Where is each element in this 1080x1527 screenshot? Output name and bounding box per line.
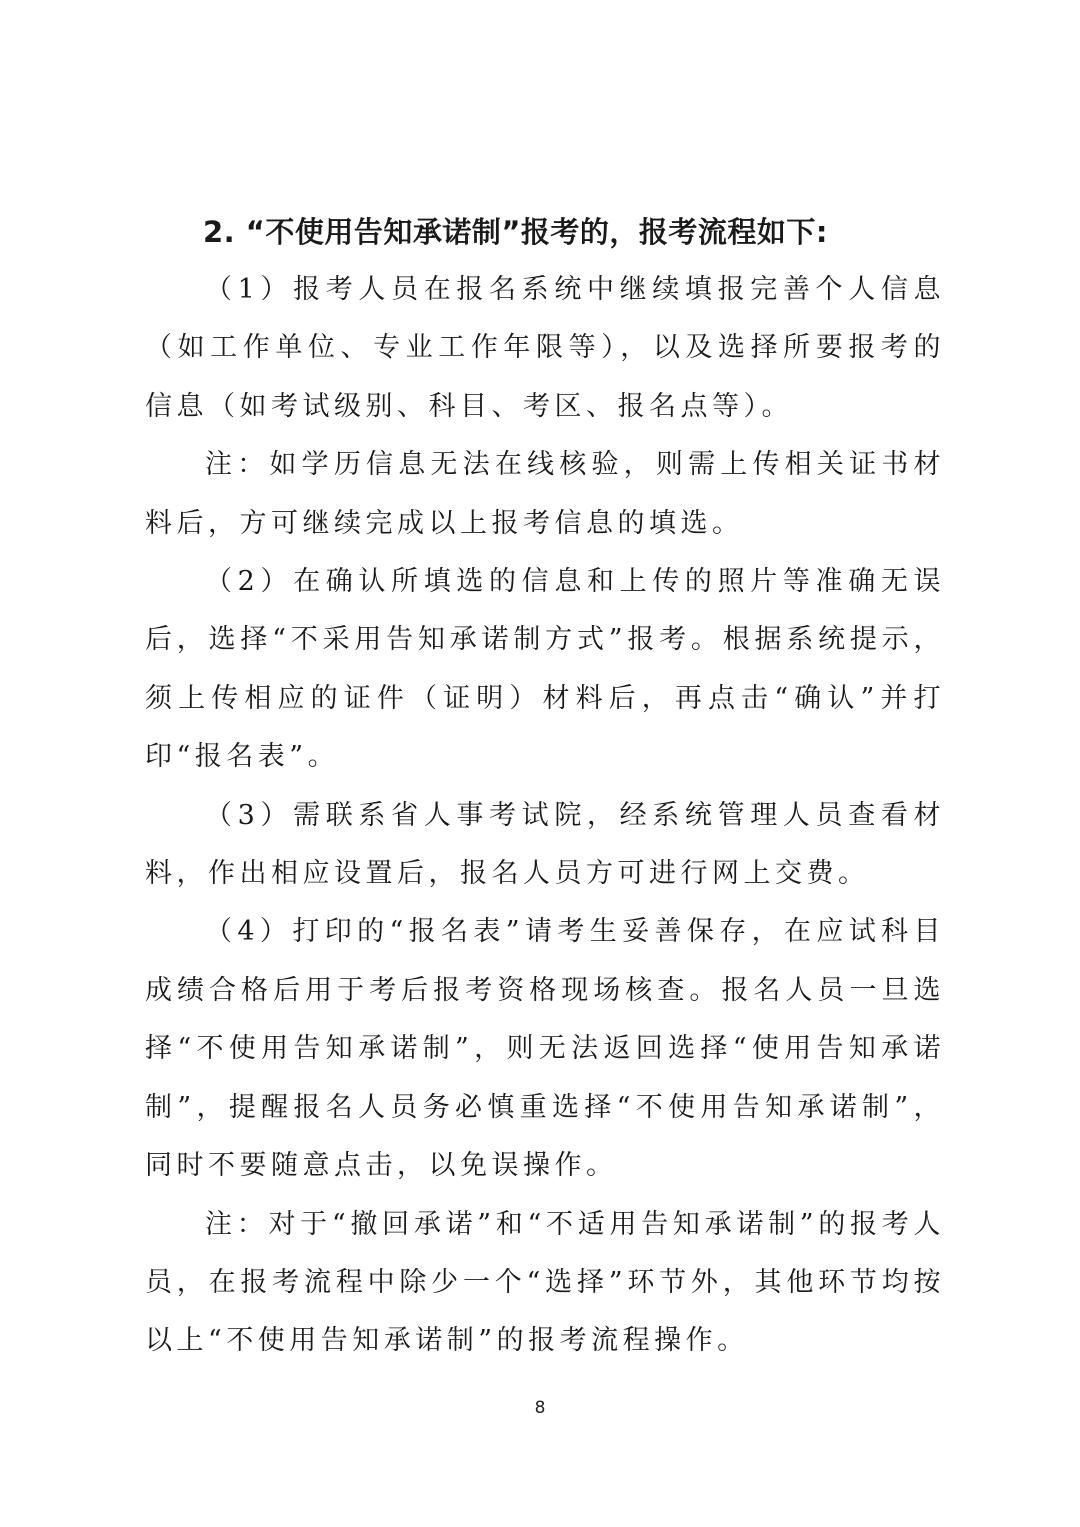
section-heading: 2. “不使用告知承诺制”报考的，报考流程如下: [203,215,829,249]
paragraph-step-2: （2）在确认所填选的信息和上传的照片等准确无误后，选择“不采用告知承诺制方式”报考。根据系统提示，须上传相应的证件（证明）材料后，再点击“确认”并打印“报名表”。 [145,566,945,773]
paragraph-step-4: （4）打印的“报名表”请考生妥善保存，在应试科目成绩合格后用于考后报考资格现场核查。报名人员一旦选择“不使用告知承诺制”，则无法返回选择“使用告知承诺制”，提醒报名人员务必慎重选择“不使用告知承诺制”，同时不要随意点击，以免误操作。 [145,916,945,1182]
paragraph-note-1: 注：如学历信息无法在线核验，则需上传相关证书材料后，方可继续完成以上报考信息的填选。 [145,449,945,539]
document-body [145,203,945,1371]
paragraph-note-2: 注：对于“撤回承诺”和“不适用告知承诺制”的报考人员，在报考流程中除少一个“选择”环节外，其他环节均按以上“不使用告知承诺制”的报考流程操作。 [145,1208,945,1357]
paragraph-step-1: （1）报考人员在报名系统中继续填报完善个人信息（如工作单位、专业工作年限等），以及选择所要报考的信息（如考试级别、科目、考区、报名点等）。 [145,274,945,422]
paragraph-step-3: （3）需联系省人事考试院，经系统管理人员查看材料，作出相应设置后，报名人员方可进行网上交费。 [145,799,945,890]
page-number: 8 [534,1398,546,1418]
